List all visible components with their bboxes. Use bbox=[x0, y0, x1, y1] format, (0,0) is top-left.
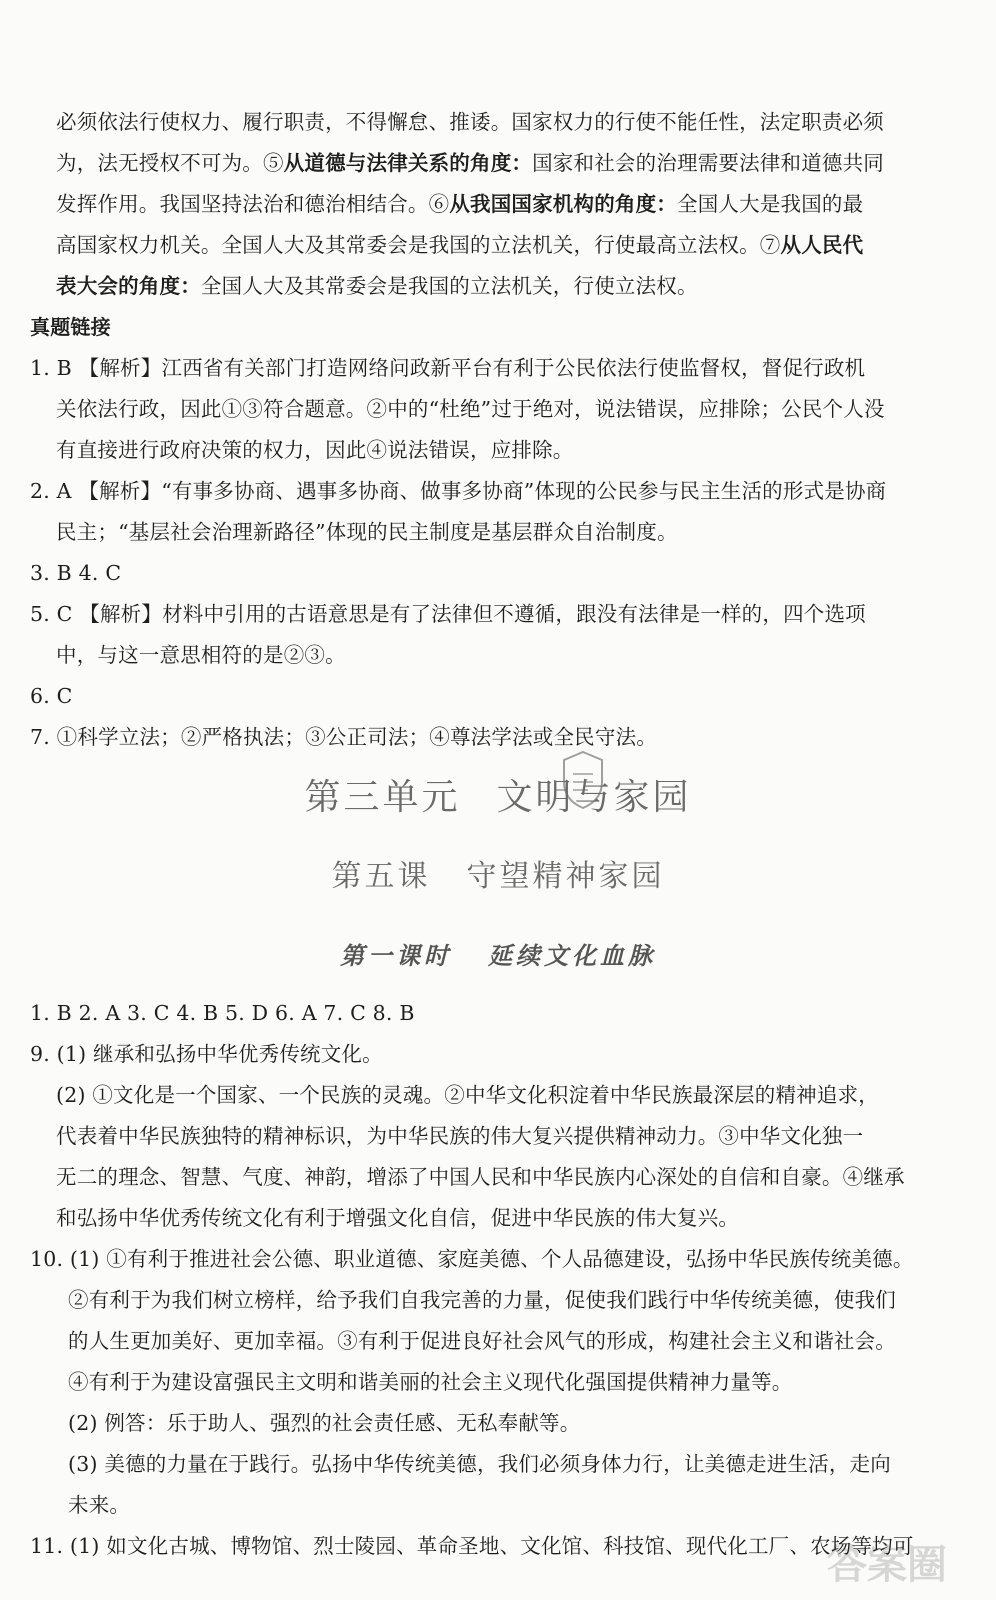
answer-line: 中，与这一意思相符的是②③。 bbox=[56, 643, 346, 667]
lesson-title: 第五课 守望精神家园 bbox=[331, 859, 665, 894]
watermark-logo bbox=[792, 1534, 982, 1594]
answer-line: 7. ①科学立法；②严格执法；③公正司法；④尊法学法或全民守法。 bbox=[30, 725, 657, 749]
section-heading: 真题链接 bbox=[30, 315, 111, 339]
answer-line: 5. C 【解析】材料中引用的古语意思是有了法律但不遵循，跟没有法律是一样的，四个选项 bbox=[30, 602, 866, 626]
answer-line: (3) 美德的力量在于践行。弘扬中华传统美德，我们必须身体力行，让美德走进生活，走向 bbox=[68, 1452, 891, 1476]
answer-line: 2. A 【解析】“有事多协商、遇事多协商、做事多协商”体现的公民参与民主生活的形式是协商 bbox=[30, 479, 887, 503]
answer-line: 3. B 4. C bbox=[30, 561, 122, 585]
answer-line: (2) ①文化是一个国家、一个民族的灵魂。②中华文化积淀着中华民族最深层的精神追求， bbox=[56, 1083, 879, 1107]
unit-title: 第三单元 文明与家园 bbox=[304, 777, 692, 818]
watermark-text: 答案圈 bbox=[827, 1542, 947, 1588]
answer-line: 未来。 bbox=[68, 1493, 131, 1517]
text-line: 为，法无授权不可为。⑤从道德与法律关系的角度：国家和社会的治理需要法律和道德共同 bbox=[56, 151, 885, 175]
period-title: 第一课时 延续文化血脉 bbox=[340, 941, 656, 970]
answer-line: 1. B 【解析】江西省有关部门打造网络问政新平台有利于公民依法行使监督权，督促行政机 bbox=[30, 356, 866, 380]
answer-line: (2) 例答：乐于助人、强烈的社会责任感、无私奉献等。 bbox=[68, 1411, 581, 1435]
answer-line: 无二的理念、智慧、气度、神韵，增添了中国人民和中华民族内心深处的自信和自豪。④继承 bbox=[56, 1165, 905, 1189]
text-line: 发挥作用。我国坚持法治和德治相结合。⑥从我国国家机构的角度：全国人大是我国的最 bbox=[56, 192, 864, 216]
answer-line: 11. (1) 如文化古城、博物馆、烈士陵园、革命圣地、文化馆、科技馆、现代化工厂、农场等均可 bbox=[30, 1534, 914, 1558]
answer-line: 民主；“基层社会治理新路径”体现的民主制度是基层群众自治制度。 bbox=[56, 520, 678, 544]
answer-line: 1. B 2. A 3. C 4. B 5. D 6. A 7. C 8. B bbox=[30, 1001, 415, 1025]
answer-line: 有直接进行政府决策的权力，因此④说法错误，应排除。 bbox=[56, 438, 574, 462]
answer-line: 代表着中华民族独特的精神标识，为中华民族的伟大复兴提供精神动力。③中华文化独一 bbox=[56, 1124, 864, 1148]
answer-line: 关依法行政，因此①③符合题意。②中的“杜绝”过于绝对，说法错误，应排除；公民个人没 bbox=[56, 397, 885, 421]
answer-line: ②有利于为我们树立榜样，给予我们自我完善的力量，促使我们践行中华传统美德，使我们 bbox=[68, 1288, 896, 1312]
text-line: 必须依法行使权力、履行职责，不得懈怠、推诿。国家权力的行使不能任性，法定职责必须 bbox=[56, 110, 884, 134]
answer-line: 10. (1) ①有利于推进社会公德、职业道德、家庭美德、个人品德建设，弘扬中华民族传统美德。 bbox=[30, 1247, 914, 1271]
text-line: 表大会的角度：全国人大及其常委会是我国的立法机关，行使立法权。 bbox=[56, 274, 698, 298]
answer-line: 和弘扬中华优秀传统文化有利于增强文化自信，促进中华民族的伟大复兴。 bbox=[56, 1206, 740, 1230]
answer-line: 的人生更加美好、更加幸福。③有利于促进良好社会风气的形成，构建社会主义和谐社会。 bbox=[68, 1329, 896, 1353]
answer-line: 9. (1) 继承和弘扬中华优秀传统文化。 bbox=[30, 1042, 383, 1066]
answer-line: ④有利于为建设富强民主文明和谐美丽的社会主义现代化强国提供精神力量等。 bbox=[68, 1370, 793, 1394]
text-line: 高国家权力机关。全国人大及其常委会是我国的立法机关，行使最高立法权。⑦从人民代 bbox=[56, 233, 864, 257]
answer-line: 6. C bbox=[30, 684, 73, 708]
